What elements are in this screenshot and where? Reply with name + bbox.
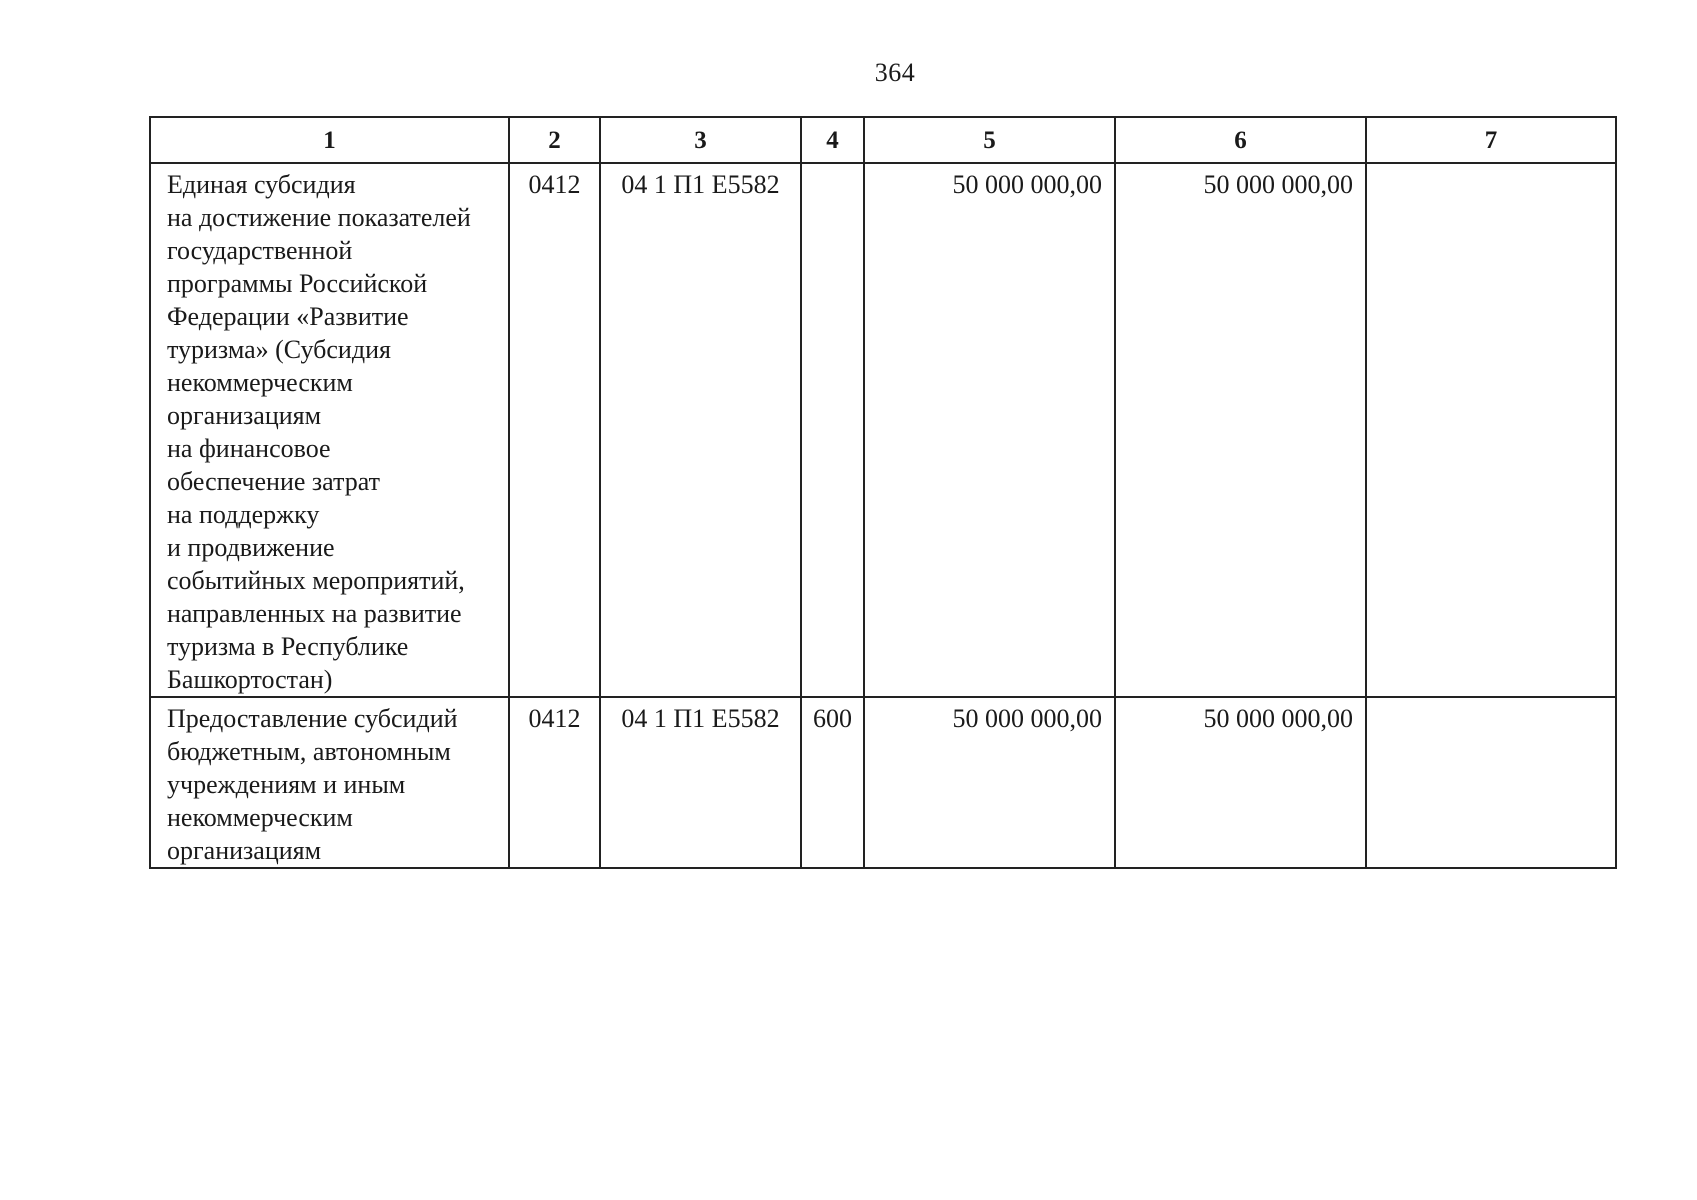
section-code: 0412	[509, 163, 600, 697]
expense-name-cell	[150, 697, 509, 868]
column-header-6: 6	[1115, 117, 1366, 163]
budget-table	[149, 116, 1617, 869]
expense-name: Единая субсидия на достижение показателей государственной программы Российской Федерации «Развитие туризма» (Субсидия некоммерческим организациям на финансовое обеспечение затрат на поддержку и продвижение событийных мероприятий, направленных на развитие туризма в Республике Башкортостан)	[167, 170, 471, 694]
page-number: 364	[874, 58, 916, 87]
amount-column-7	[1366, 163, 1616, 697]
column-header-1: 1	[150, 117, 509, 163]
amount-column-7	[1366, 697, 1616, 868]
column-header-5: 5	[864, 117, 1115, 163]
column-header-3: 3	[600, 117, 801, 163]
expense-name: Предоставление субсидий бюджетным, автономным учреждениям и иным некоммерческим организациям	[167, 704, 458, 865]
expense-type-code: 600	[801, 697, 864, 868]
target-article-code: 04 1 П1 E5582	[600, 163, 801, 697]
amount-column-5: 50 000 000,00	[864, 163, 1115, 697]
column-header-7: 7	[1366, 117, 1616, 163]
amount-column-6: 50 000 000,00	[1115, 697, 1366, 868]
table-row	[150, 163, 1616, 697]
table-row	[150, 697, 1616, 868]
target-article-code: 04 1 П1 E5582	[600, 697, 801, 868]
amount-column-5: 50 000 000,00	[864, 697, 1115, 868]
expense-type-code	[801, 163, 864, 697]
column-header-4: 4	[801, 117, 864, 163]
section-code: 0412	[509, 697, 600, 868]
table-header-row	[150, 117, 1616, 163]
column-header-2: 2	[509, 117, 600, 163]
amount-column-6: 50 000 000,00	[1115, 163, 1366, 697]
expense-name-cell	[150, 163, 509, 697]
